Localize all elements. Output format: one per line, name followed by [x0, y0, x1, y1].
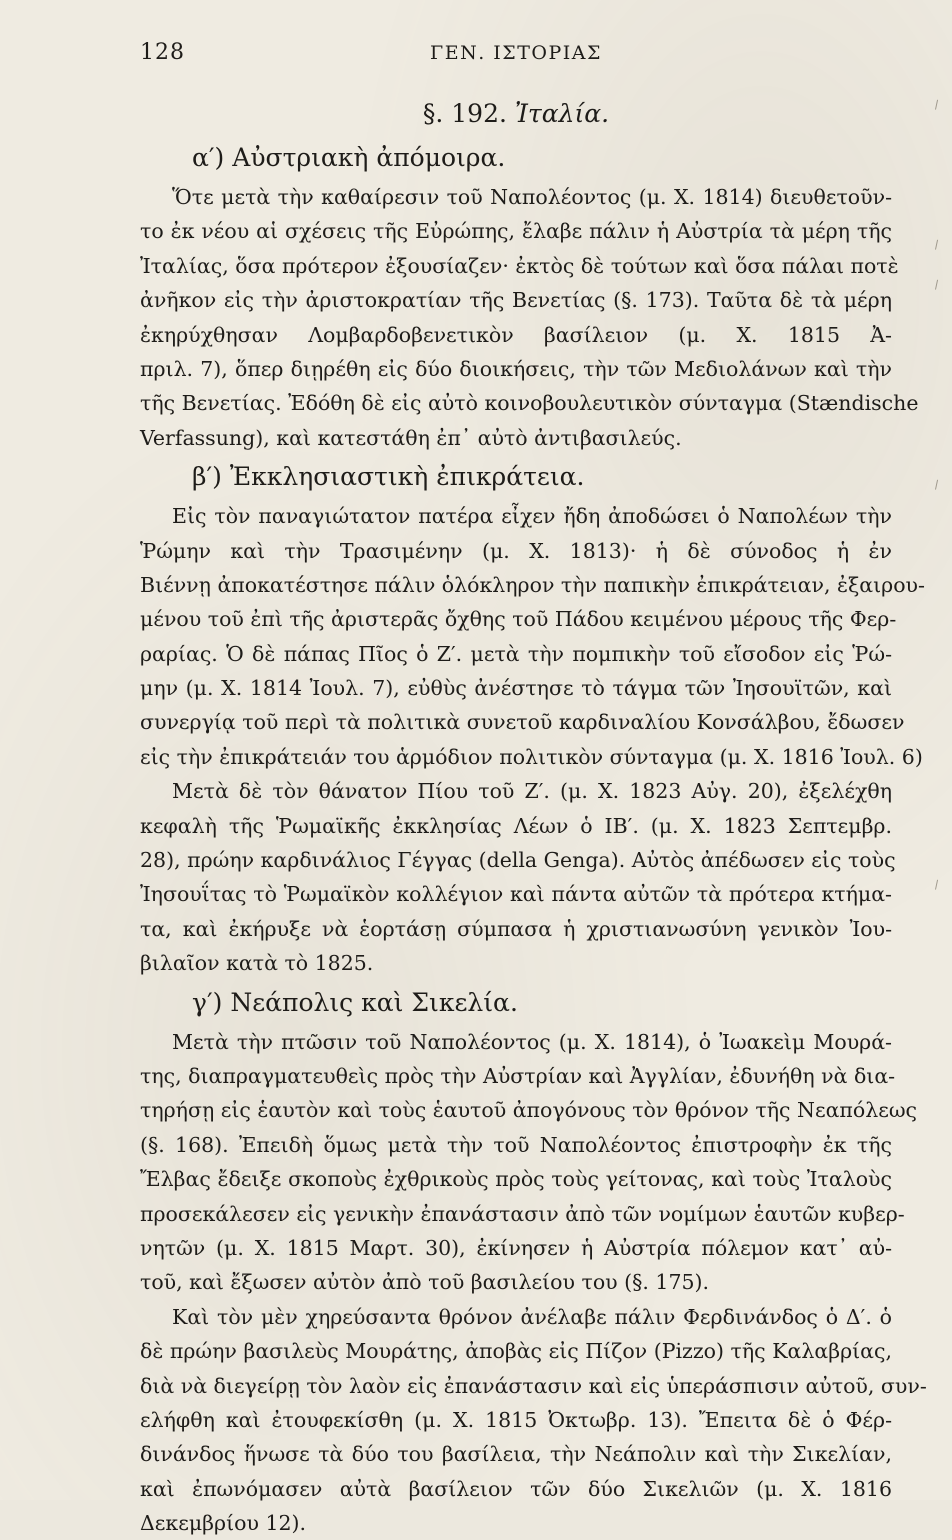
paragraph — [140, 1300, 927, 1540]
text-line: συνεργίᾳ τοῦ περὶ τὰ πολιτικὰ συνετοῦ καρδιναλίου Κονσάλβου, ἔδωσεν — [140, 710, 905, 735]
text-line: κεφαλὴ τῆς Ῥωμαϊκῆς ἐκκλησίας Λέων ὁ ΙΒ′. (μ. Χ. 1823 Σεπτεμβρ. — [140, 813, 892, 838]
text-line: Ἰταλίας, ὅσα πρότερον ἐξουσίαζεν· ἐκτὸς δὲ τούτων καὶ ὅσα πάλαι ποτὲ — [140, 253, 899, 278]
text-line: μην (μ. Χ. 1814 Ἰουλ. 7), εὐθὺς ἀνέστησε τὸ τάγμα τῶν Ἰησουϊτῶν, καὶ — [140, 676, 892, 701]
subsection-heading: α′) Αὐστριακὴ ἀπόμοιρα. — [192, 143, 506, 172]
page-header — [140, 40, 892, 76]
text-line: Ἔλβας ἔδειξε σκοποὺς ἐχθρικοὺς πρὸς τοὺς γείτονας, καὶ τοὺς Ἰταλοὺς — [140, 1167, 892, 1192]
text-line: ἀνῆκον εἰς τὴν ἀριστοκρατίαν τῆς Βενετίας (§. 173). Ταῦτα δὲ τὰ μέρη — [140, 288, 892, 313]
margin-mark — [935, 880, 941, 891]
text-line: το ἐκ νέου αἱ σχέσεις τῆς Εὐρώπης, ἔλαβε πάλιν ἡ Αὐστρία τὰ μέρη τῆς — [140, 219, 892, 244]
paragraph — [140, 774, 896, 980]
subsection-heading: β′) Ἐκκλησιαστικὴ ἐπικράτεια. — [192, 462, 585, 492]
section-name: Ἰταλία. — [514, 99, 610, 128]
text-line: νητῶν (μ. Χ. 1815 Μαρτ. 30), ἐκίνησεν ἡ Αὐστρία πόλεμον κατ᾽ αὐ- — [140, 1235, 892, 1260]
text-line: Ὅτε μετὰ τὴν καθαίρεσιν τοῦ Ναπολέοντος (μ. Χ. 1814) διευθετοῦν- — [172, 185, 892, 209]
subsection-heading: γ′) Νεάπολις καὶ Σικελία. — [192, 987, 518, 1017]
running-head: ΓΕΝ. ΙΣΤΟΡΙΑΣ — [430, 42, 602, 64]
text-line: Ῥώμην καὶ τὴν Τρασιμένην (μ. Χ. 1813)· ἡ δὲ σύνοδος ἡ ἐν — [140, 538, 892, 563]
text-line: Ἰησουΐτας τὸ Ῥωμαϊκὸν κολλέγιον καὶ πάντα αὐτῶν τὰ πρότερα κτήμα- — [140, 882, 892, 907]
text-line: 28), πρώην καρδινάλιος Γέγγας (della Genga). Αὐτὸς ἀπέδωσεν εἰς τοὺς — [140, 848, 896, 873]
text-line: τοῦ, καὶ ἔξωσεν αὐτὸν ἀπὸ τοῦ βασιλείου του (§. 175). — [140, 1270, 710, 1295]
text-line: διὰ νὰ διεγείρῃ τὸν λαὸν εἰς ἐπανάστασιν καὶ εἰς ὑπεράσπισιν αὐτοῦ, συν- — [140, 1373, 927, 1398]
text-line: Verfassung), καὶ κατεστάθη ἐπ᾽ αὐτὸ ἀντιβασιλεύς. — [140, 425, 682, 450]
page-body — [140, 92, 927, 1540]
text-line: Δεκεμβρίου 12). — [140, 1511, 307, 1536]
text-line: Εἰς τὸν παναγιώτατον πατέρα εἶχεν ἤδη ἀποδώσει ὁ Ναπολέων τὴν — [172, 504, 892, 529]
text-line: βιλαῖον κατὰ τὸ 1825. — [140, 951, 374, 976]
margin-marks — [922, 0, 952, 1500]
page-number: 128 — [140, 40, 185, 65]
text-line: πριλ. 7), ὅπερ διῃρέθη εἰς δύο διοικήσεις, τὴν τῶν Μεδιολάνων καὶ τὴν — [140, 356, 892, 381]
section-number: §. 192. — [422, 99, 507, 128]
text-line: καὶ ἐπωνόμασεν αὐτὰ βασίλειον τῶν δύο Σικελιῶν (μ. Χ. 1816 — [140, 1476, 892, 1501]
paragraph — [140, 499, 925, 774]
text-line: ἐκηρύχθησαν Λομβαρδοβενετικὸν βασίλειον (μ. Χ. 1815 Ἀ- — [140, 322, 892, 347]
paragraph — [140, 1025, 918, 1300]
text-line: ραρίας. Ὁ δὲ πάπας Πῖος ὁ Ζ′. μετὰ τὴν πομπικὴν τοῦ εἴσοδον εἰς Ῥώ- — [140, 641, 892, 666]
margin-mark — [935, 480, 941, 491]
text-line: (§. 168). Ἐπειδὴ ὅμως μετὰ τὴν τοῦ Ναπολέοντος ἐπιστροφὴν ἐκ τῆς — [140, 1132, 892, 1157]
margin-mark — [935, 280, 941, 291]
margin-mark — [935, 240, 941, 251]
text-line: δινάνδος ἥνωσε τὰ δύο του βασίλεια, τὴν Νεάπολιν καὶ τὴν Σικελίαν, — [140, 1442, 892, 1467]
text-line: ελήφθη καὶ ἐτουφεκίσθη (μ. Χ. 1815 Ὀκτωβρ. 13). Ἔπειτα δὲ ὁ Φέρ- — [140, 1407, 892, 1432]
text-line: της, διαπραγματευθεὶς πρὸς τὴν Αὐστρίαν καὶ Ἀγγλίαν, ἐδυνήθη νὰ δια- — [140, 1063, 896, 1088]
text-line: τηρήσῃ εἰς ἑαυτὸν καὶ τοὺς ἑαυτοῦ ἀπογόνους τὸν θρόνον τῆς Νεαπόλεως — [140, 1098, 918, 1123]
section-title — [140, 92, 892, 136]
text-line: Μετὰ τὴν πτῶσιν τοῦ Ναπολέοντος (μ. Χ. 1814), ὁ Ἰωακεὶμ Μουρά- — [172, 1029, 892, 1054]
text-line: προσεκάλεσεν εἰς γενικὴν ἐπανάστασιν ἀπὸ τῶν νομίμων ἑαυτῶν κυβερ- — [140, 1201, 905, 1226]
paragraph — [140, 180, 919, 455]
text-line: μένου τοῦ ἐπὶ τῆς ἀριστερᾶς ὄχθης τοῦ Πάδου κειμένου μέρους τῆς Φερ- — [140, 607, 897, 632]
text-line: Καὶ τὸν μὲν χηρεύσαντα θρόνον ἀνέλαβε πάλιν Φερδινάνδος ὁ Δ′. ὁ — [172, 1304, 892, 1329]
text-line: Μετὰ δὲ τὸν θάνατον Πίου τοῦ Ζ′. (μ. Χ. 1823 Αὐγ. 20), ἐξελέχθη — [172, 779, 892, 804]
text-line: τα, καὶ ἐκήρυξε νὰ ἑορτάσῃ σύμπασα ἡ χριστιανωσύνη γενικὸν Ἰου- — [140, 916, 892, 941]
text-line: Βιέννῃ ἀποκατέστησε πάλιν ὁλόκληρον τὴν παπικὴν ἐπικράτειαν, ἐξαιρου- — [140, 572, 925, 597]
margin-mark — [935, 100, 941, 111]
text-line: τῆς Βενετίας. Ἐδόθη δὲ εἰς αὐτὸ κοινοβουλευτικὸν σύνταγμα (Stændische — [140, 391, 919, 416]
text-line: εἰς τὴν ἐπικράτειάν του ἁρμόδιον πολιτικὸν σύνταγμα (μ. Χ. 1816 Ἰουλ. 6) — [140, 744, 923, 769]
text-line: δὲ πρώην βασιλεὺς Μουράτης, ἀποβὰς εἰς Πίζον (Pizzo) τῆς Καλαβρίας, — [140, 1339, 892, 1364]
